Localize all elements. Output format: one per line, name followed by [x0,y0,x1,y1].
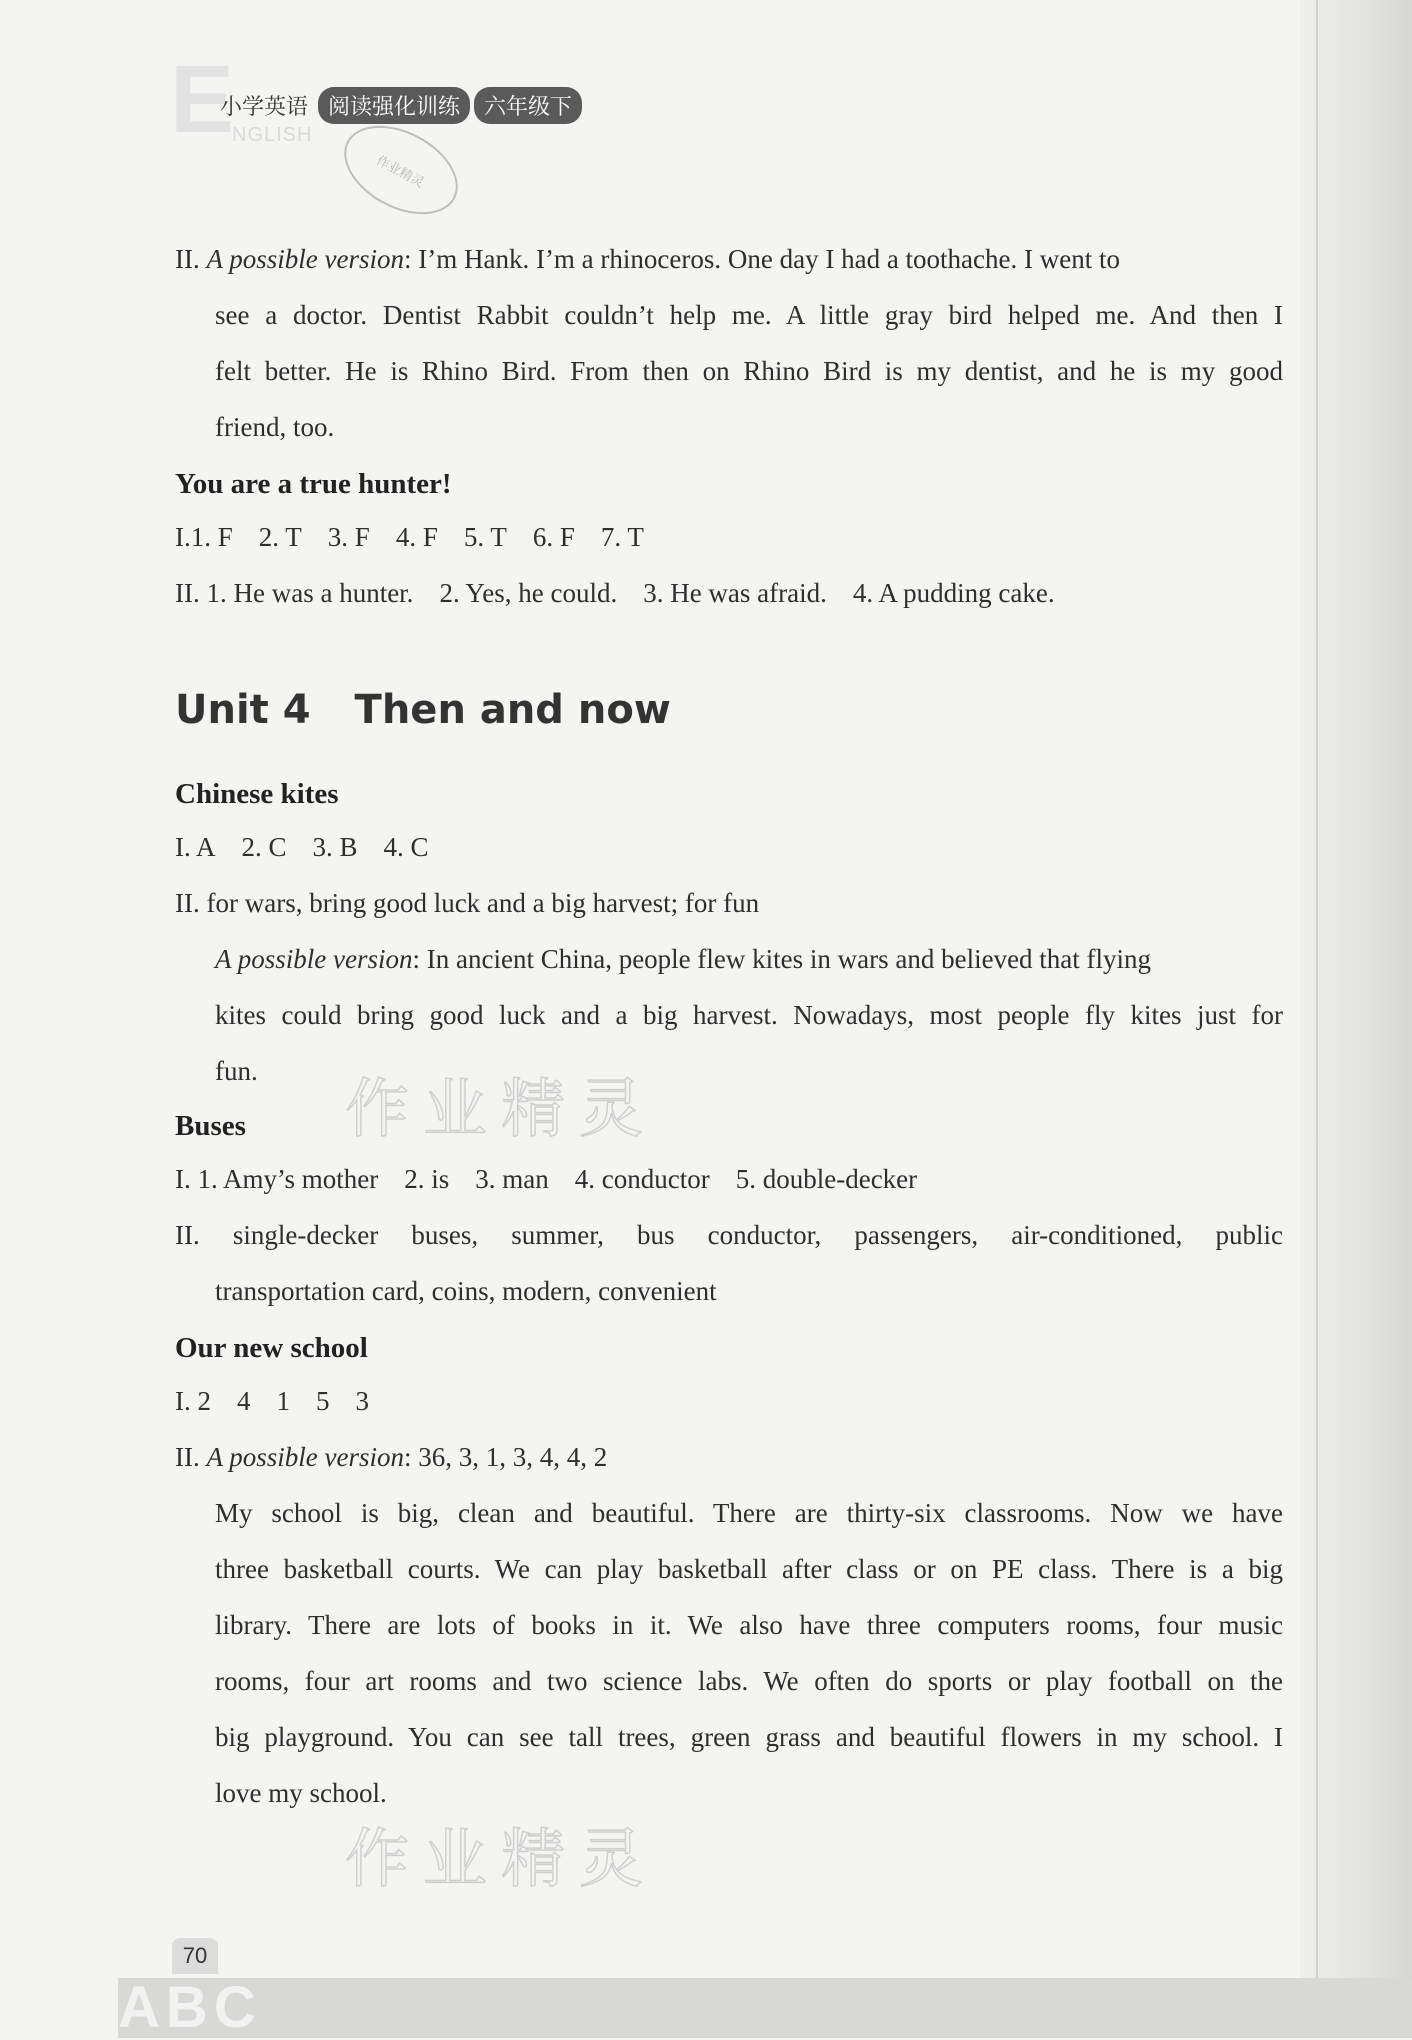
answer: 3. He was afraid. [643,578,827,608]
logo-subtitle: NGLISH [232,124,313,146]
answer: 5. double-decker [735,1164,918,1194]
kites-version-label: A possible version [215,944,413,974]
grade-pill: 六年级下 [474,87,582,124]
answer: 3 [355,1386,369,1416]
school-paragraph-line-3: library. There are lots of books in it. We also have three computers rooms, four music [215,1610,1283,1640]
answer: 4 [237,1386,251,1416]
answer: 1 [276,1386,290,1416]
prev-version-label: A possible version [206,244,404,274]
footer-band [118,1975,1412,2040]
school-i-answers [175,1388,369,1415]
hunter-i-answers [175,524,644,551]
watermark-text: 作业精灵 [345,1073,657,1147]
school-ii-line [175,1444,607,1471]
answer: I. 2 [175,1386,211,1416]
prev-ii-label: II. [175,244,200,274]
section-title-buses: Buses [175,1110,246,1142]
watermark-stamp: 作业精灵 [329,108,472,232]
kites-version-text-1: : In ancient China, people flew kites in wars and believed that flying [412,944,1152,974]
answer: 3. B [312,832,358,862]
prev-ii-line-2: see a doctor. Dentist Rabbit couldn’t help me. A little gray bird helped me. And then I [215,300,1283,330]
answer: 2. is [404,1164,450,1194]
buses-ii-line-2: transportation card, coins, modern, convenient [215,1276,717,1306]
answer: 5 [316,1386,330,1416]
answer: 4. C [383,832,429,862]
answer: 4. F [395,522,438,552]
school-ii-label: II. [175,1442,200,1472]
watermark-text: 作业精灵 [345,1823,657,1897]
prev-ii-text-1: : I’m Hank. I’m a rhinoceros. One day I had a toothache. I went to [403,244,1120,274]
page-edge-line [1316,0,1318,2038]
school-paragraph-line-5: big playground. You can see tall trees, green grass and beautiful flowers in my school. I [215,1722,1283,1752]
answer: 2. T [258,522,302,552]
series-label: 小学英语 [220,94,309,120]
section-title-school: Our new school [175,1332,368,1364]
answer: II. 1. He was a hunter. [175,578,414,608]
prev-ii-line-4: friend, too. [215,412,335,442]
school-paragraph-line-6: love my school. [215,1778,387,1808]
answer: 3. F [327,522,370,552]
answer: 4. conductor [574,1164,710,1194]
hunter-ii-answers [175,580,1055,607]
school-paragraph-line-2: three basketball courts. We can play basketball after class or on PE class. There is a big [215,1554,1283,1584]
section-title-hunter: You are a true hunter! [175,468,452,500]
school-ii-numbers: : 36, 3, 1, 3, 4, 4, 2 [403,1442,608,1472]
answer: I.1. F [175,522,233,552]
footer-letters: ABC [118,1975,262,2040]
book-title-pill: 阅读强化训练 [318,87,470,124]
kites-ii-answer: II. for wars, bring good luck and a big harvest; for fun [175,888,760,918]
answer: 6. F [532,522,575,552]
answer: I. 1. Amy’s mother [175,1164,379,1194]
section-title-kites: Chinese kites [175,778,339,810]
school-paragraph-line-1: My school is big, clean and beautiful. There are thirty-six classrooms. Now we have [215,1498,1283,1528]
answer: 3. man [475,1164,549,1194]
page-number: 70 [172,1938,218,1974]
book-header [214,86,582,124]
school-paragraph-line-4: rooms, four art rooms and two science labs. We often do sports or play football on the [215,1666,1283,1696]
logo-letter: E [170,46,235,153]
prev-ii-line-1 [175,246,1120,273]
answer: 2. Yes, he could. [439,578,618,608]
unit-title: Then and now [354,687,671,733]
buses-ii-line-1: II. single-decker buses, summer, bus conductor, passengers, air-conditioned, public [175,1220,1283,1250]
answer: I. A [175,832,216,862]
school-version-label: A possible version [206,1442,404,1472]
kites-i-answers [175,834,429,861]
prev-ii-line-3: felt better. He is Rhino Bird. From then on Rhino Bird is my dentist, and he is my good [215,356,1283,386]
buses-i-answers [175,1166,917,1193]
kites-version-line-1 [215,946,1151,973]
answer: 4. A pudding cake. [852,578,1055,608]
kites-version-line-3: fun. [215,1056,258,1086]
answer: 2. C [241,832,287,862]
kites-version-line-2: kites could bring good luck and a big harvest. Nowadays, most people fly kites just for [215,1000,1283,1030]
answer: 7. T [600,522,644,552]
answer: 5. T [463,522,507,552]
unit-number: Unit 4 [175,687,311,733]
unit-heading [175,687,671,733]
